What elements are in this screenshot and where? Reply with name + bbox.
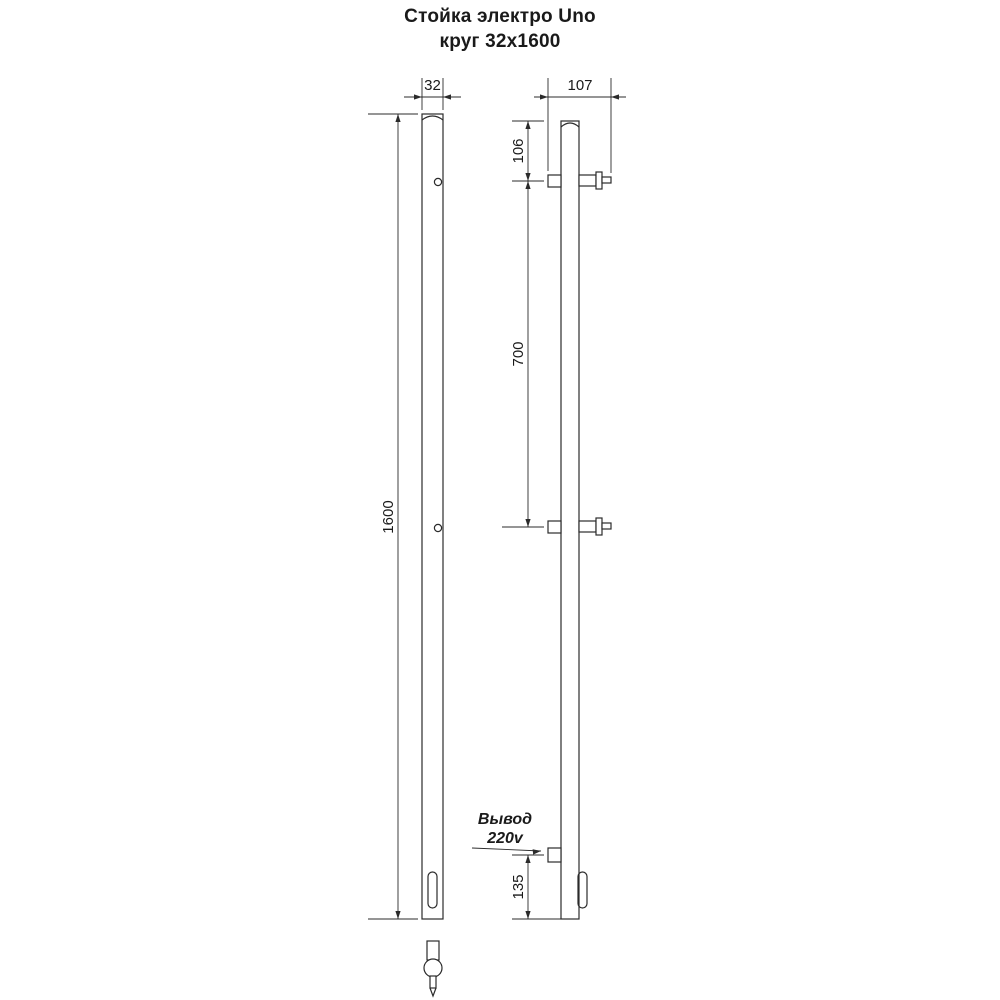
arrow-top-offset-up xyxy=(525,121,530,129)
dimension-front-height xyxy=(368,114,418,919)
arrow-side-depth-left xyxy=(540,94,548,99)
plug-knob xyxy=(424,959,442,977)
side-lower-stud xyxy=(579,521,596,532)
side-lower-stud-cap xyxy=(596,518,602,535)
side-upper-stud-tip xyxy=(602,177,611,183)
title-line-2: круг 32х1600 xyxy=(439,31,561,52)
arrow-top-offset-down xyxy=(525,173,530,181)
note-power-line-2: 220v xyxy=(487,830,523,847)
arrow-front-height-bottom xyxy=(395,911,400,919)
side-upper-bracket xyxy=(548,175,561,187)
side-tube-body xyxy=(561,121,579,919)
side-lower-stud-tip xyxy=(602,523,611,529)
front-view xyxy=(422,114,443,919)
leader-line-power xyxy=(472,848,541,851)
dim-label-mid-span: 700 xyxy=(510,341,527,367)
plug-body xyxy=(427,941,439,960)
power-outlet-callout xyxy=(472,811,541,855)
plug-detail xyxy=(424,941,442,996)
front-upper-mount-hole xyxy=(434,178,441,185)
dimension-top-offset xyxy=(510,121,544,181)
side-upper-stud-cap xyxy=(596,172,602,189)
dimension-bottom-offset xyxy=(510,855,561,919)
arrow-front-width-left xyxy=(414,94,422,99)
dimension-front-width xyxy=(404,77,461,110)
arrow-front-height-top xyxy=(395,114,400,122)
dim-label-bottom-offset: 135 xyxy=(510,874,527,900)
dim-label-front-height: 1600 xyxy=(380,500,397,534)
dim-label-side-depth: 107 xyxy=(567,77,593,94)
plug-stem xyxy=(430,976,436,988)
front-tube-body xyxy=(422,114,443,919)
side-upper-stud xyxy=(579,175,596,186)
side-power-outlet-block xyxy=(548,848,561,862)
side-lower-bracket xyxy=(548,521,561,533)
leader-arrow-power xyxy=(533,849,541,854)
dim-label-front-width: 32 xyxy=(424,77,441,94)
dimension-side-depth xyxy=(534,77,626,173)
dimension-mid-span xyxy=(502,181,544,527)
arrow-mid-span-bottom xyxy=(525,519,530,527)
arrow-bottom-offset-up xyxy=(525,855,530,863)
arrow-mid-span-top xyxy=(525,181,530,189)
arrow-front-width-right xyxy=(443,94,451,99)
front-lower-mount-hole xyxy=(434,524,441,531)
plug-tip xyxy=(430,988,436,996)
note-power-line-1: Вывод xyxy=(477,811,533,828)
dim-label-top-offset: 106 xyxy=(510,138,527,164)
title-line-1: Стойка электро Uno xyxy=(404,6,596,27)
side-view xyxy=(548,121,611,919)
arrow-side-depth-right xyxy=(611,94,619,99)
arrow-bottom-offset-down xyxy=(525,911,530,919)
